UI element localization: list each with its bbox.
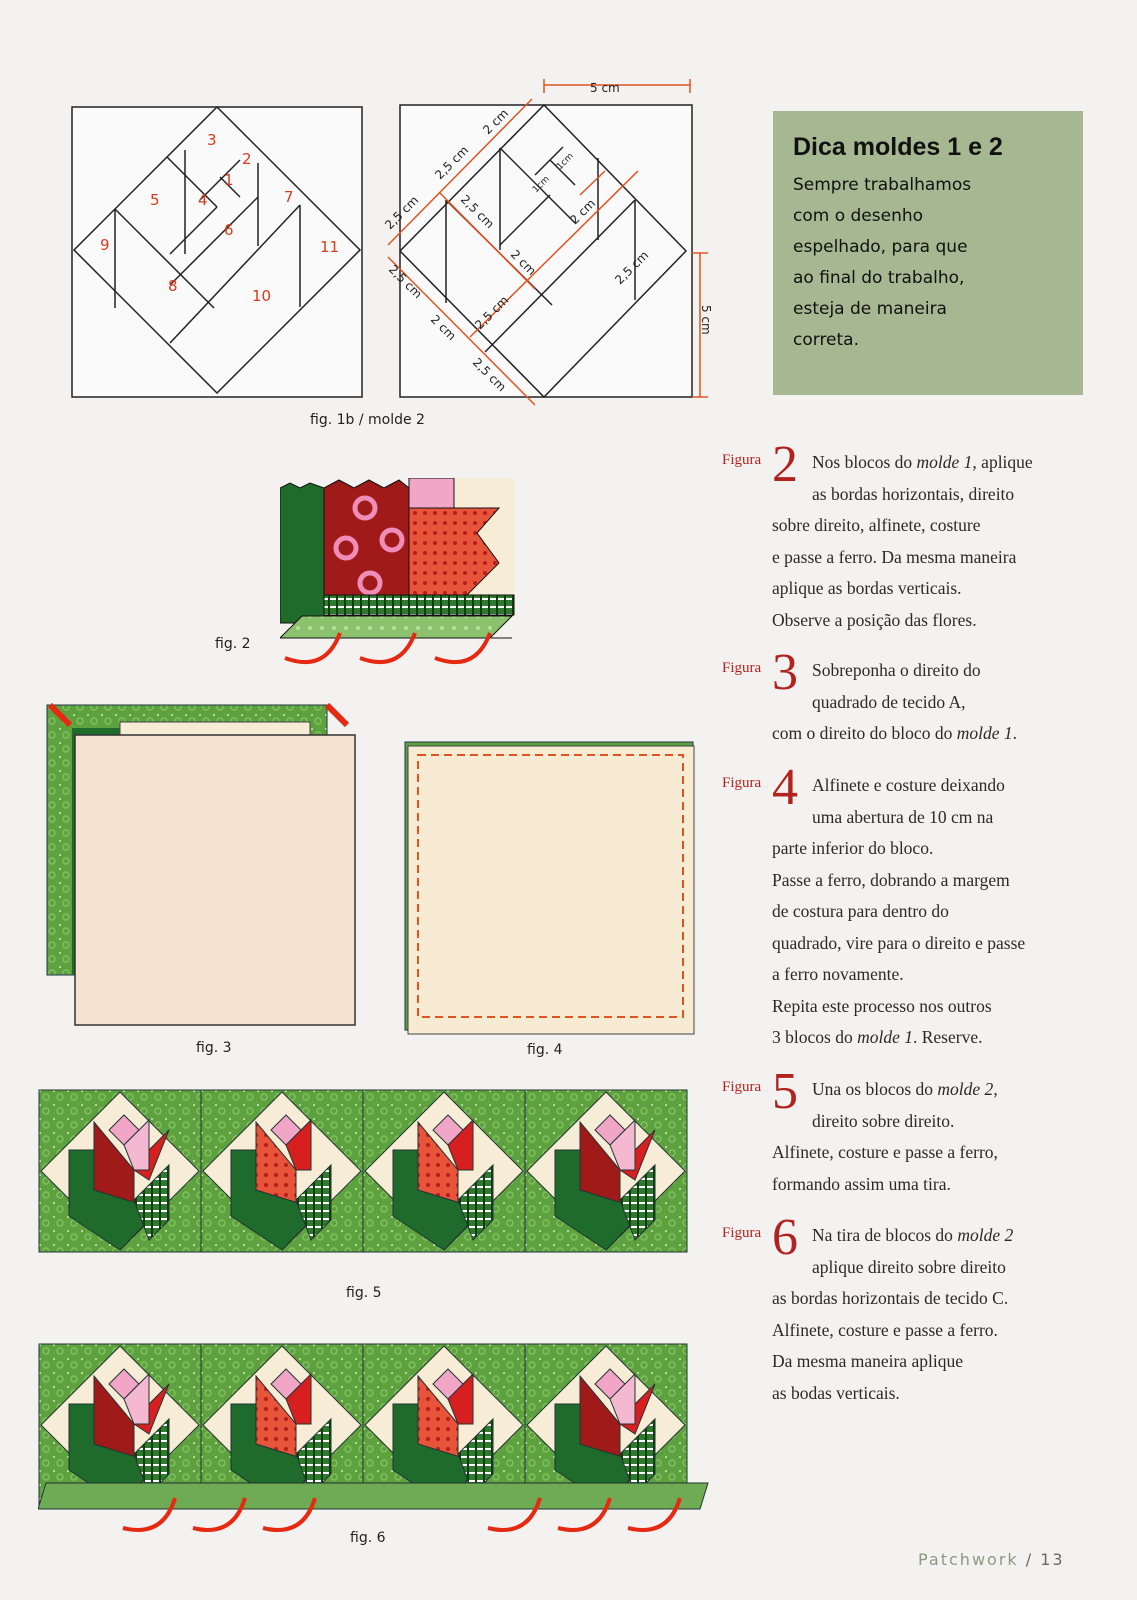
step-line: 3 blocos do molde 1. Reserve. [772,1027,983,1047]
svg-text:9: 9 [100,236,110,254]
magazine-name: Patchwork [918,1550,1019,1569]
step-number: 3 [772,644,798,701]
fig-1b-numbered-diagram [70,105,365,400]
step-line: quadrado de tecido A, [812,691,966,712]
figura-label: Figura [722,1079,762,1095]
tip-line: Sempre trabalhamos [793,175,972,195]
step-line: aplique as bordas verticais. [772,578,962,598]
svg-text:2: 2 [242,150,252,168]
fig-5-strip [38,1089,690,1254]
step-line: formando assim uma tira. [772,1173,951,1194]
step-line: de costura para dentro do [772,901,949,921]
page-footer [918,1550,1065,1569]
svg-text:2,5 cm: 2,5 cm [469,355,509,395]
step-line: a ferro novamente. [772,964,904,984]
fig-3-illustration [45,700,370,1030]
svg-text:2,5 cm: 2,5 cm [612,248,652,288]
svg-text:5: 5 [150,191,160,209]
svg-text:1cm: 1cm [555,151,576,173]
svg-text:2 cm: 2 cm [567,196,599,228]
step-line: Passe a ferro, dobrando a margem [772,869,1010,890]
step-number: 6 [772,1209,798,1266]
svg-text:8: 8 [168,277,178,295]
tip-title: Dica moldes 1 e 2 [793,133,1003,161]
step-number: 5 [772,1063,798,1120]
svg-text:6: 6 [224,221,234,239]
svg-text:1: 1 [224,171,234,189]
step-line: Alfinete e costure deixando [812,775,1005,795]
step-line: Observe a posição das flores. [772,609,977,630]
tip-line: esteja de maneira [793,299,947,319]
page-number: 13 [1040,1550,1065,1569]
svg-text:2,5 cm: 2,5 cm [457,192,497,232]
step-line: Una os blocos do molde 2, [812,1079,998,1099]
fig-2-illustration [280,478,530,683]
step-figura-4 [722,759,1092,1054]
svg-text:5 cm: 5 cm [590,81,620,95]
svg-text:2,5 cm: 2,5 cm [472,293,512,333]
figura-label: Figura [722,660,762,676]
fig-3-caption: fig. 3 [196,1040,232,1056]
svg-text:2 cm: 2 cm [480,106,512,138]
fig-2-caption: fig. 2 [215,636,251,652]
tulip-block [525,1344,687,1506]
step-line: Sobreponha o direito do [812,660,981,680]
footer-separator: / [1018,1550,1041,1569]
tulip-block [525,1090,687,1252]
fig-4-illustration [403,740,698,1035]
step-line: com o direito do bloco do molde 1. [772,723,1017,743]
step-number: 2 [772,436,798,493]
step-line: quadrado, vire para o direito e passe [772,932,1026,953]
step-line: Alfinete, costure e passe a ferro, [772,1142,998,1162]
figura-label: Figura [722,452,762,468]
step-line: as bordas horizontais de tecido C. [772,1288,1009,1308]
tip-line: ao final do trabalho, [793,268,965,288]
svg-text:2,5 cm: 2,5 cm [432,143,472,183]
tulip-block [363,1344,525,1506]
fig-1b-caption: fig. 1b / molde 2 [310,412,425,428]
tulip-block [201,1344,363,1506]
svg-text:2,5 cm: 2,5 cm [385,262,425,302]
step-figura-3 [722,644,1092,750]
svg-text:2 cm: 2 cm [507,247,539,279]
tulip-block [363,1090,525,1252]
tip-line: correta. [793,330,859,350]
tulip-block [201,1090,363,1252]
step-line: as bodas verticais. [772,1382,900,1403]
tip-box [773,111,1083,395]
step-figura-6 [722,1209,1092,1409]
step-figura-5 [722,1063,1092,1200]
step-line: parte inferior do bloco. [772,838,934,858]
fig-1b-measured-diagram [380,75,715,415]
fig-6-caption: fig. 6 [350,1530,386,1546]
step-number: 4 [772,759,798,816]
step-line: Alfinete, costure e passe a ferro. [772,1319,998,1340]
tulip-block [39,1344,201,1506]
figura-label: Figura [722,1225,762,1241]
svg-text:2,5 cm: 2,5 cm [382,193,422,233]
step-line: Da mesma maneira aplique [772,1351,963,1371]
step-line: Repita este processo nos outros [772,995,992,1016]
figura-label: Figura [722,775,762,791]
fig-6-strip [38,1343,718,1533]
tulip-block [39,1090,201,1252]
svg-text:2 cm: 2 cm [427,312,459,344]
step-line: as bordas horizontais, direito [812,483,1015,504]
svg-text:11: 11 [320,238,340,256]
fig-4-caption: fig. 4 [527,1042,563,1058]
step-line: aplique direito sobre direito [812,1256,1006,1277]
fig-5-caption: fig. 5 [346,1285,382,1301]
step-line: sobre direito, alfinete, costure [772,515,981,535]
step-line: Nos blocos do molde 1, aplique [812,452,1033,472]
svg-text:3: 3 [207,131,217,149]
svg-text:4: 4 [198,191,208,209]
tip-line: espelhado, para que [793,237,968,257]
svg-text:7: 7 [284,188,294,206]
step-line: Na tira de blocos do molde 2 [812,1225,1014,1245]
svg-text:5 cm: 5 cm [699,305,713,335]
step-line: e passe a ferro. Da mesma maneira [772,546,1017,567]
step-line: direito sobre direito. [812,1110,955,1131]
step-line: uma abertura de 10 cm na [812,806,994,827]
svg-text:1cm: 1cm [531,174,552,196]
svg-text:10: 10 [252,287,272,305]
step-figura-2 [722,436,1092,636]
tip-line: com o desenho [793,206,924,226]
